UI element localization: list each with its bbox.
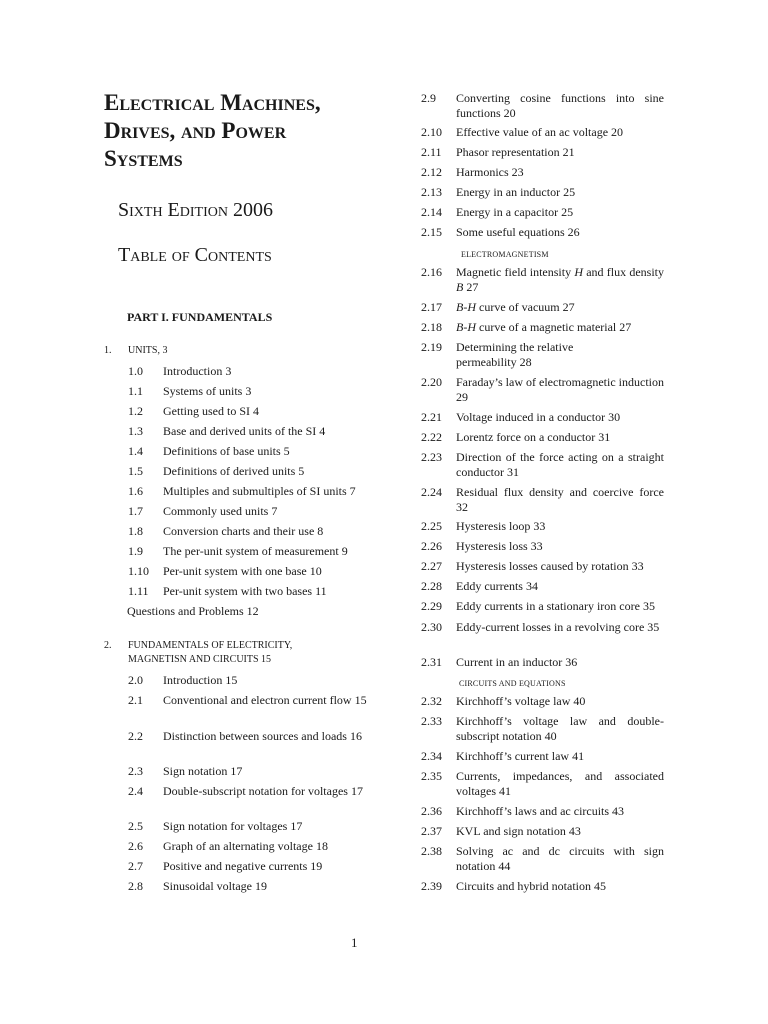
section-heading-electromagnetism: ELECTROMAGNETISM [461, 250, 549, 259]
book-title-line-3: Systems [104, 146, 183, 171]
chapter-title-line-2: MAGNETISN AND CIRCUITS 15 [128, 654, 272, 665]
book-title-line-1: Electrical Machines, [104, 90, 321, 115]
section-heading-circuits: CIRCUITS AND EQUATIONS [459, 679, 566, 688]
toc-heading: Table of Contents [118, 244, 272, 266]
page-number: 1 [351, 935, 358, 950]
questions-and-problems: Questions and Problems 12 [127, 604, 259, 618]
chapter-title: UNITS, 3 [128, 345, 168, 356]
edition-label: Sixth Edition 2006 [118, 199, 273, 221]
chapter-number: 2. [104, 640, 112, 651]
chapter-title-line-1: FUNDAMENTALS OF ELECTRICITY, [128, 640, 293, 651]
part-heading: PART I. FUNDAMENTALS [127, 310, 273, 324]
book-title-line-2: Drives, and Power [104, 118, 287, 143]
book-title [104, 89, 404, 173]
toc-page: Electrical Machines, Drives, and Power Systems Sixth Edition 2006 Table of Contents PART I. FUNDAMENTALS 1. UNITS, 3 1.0 Introduction 3 1.1 Systems of units 3 1.2 Getting used to SI 4 1.3 Base and derived units of the SI 4 1.4 Definitions of base units 5 1.5 Definitions of derived units 5 1.6 Multiples and submultiples of SI units 7 1.7 Commonly used units 7 1.8 Conversion charts and their use 8 1.9 The per-unit system of measurement 9 1.10 Per-unit system with one base 10 1.11 Per-unit system with two bases 11 Questions and Problems 12 2. FUNDAMENTALS OF ELECTRICITY, MAGNETISN AND CIRCUITS 15 2.0 Introduction 15 2.1 Conventional and electron current flow 15 2.2 Distinction between sources and loads 16 2.3 Sign notation 17 2.4 Double-subscript notation for voltages 17 2.5 Sign notation for voltages 17 2.6 Graph of an alternating voltage 18 2.7 Positive and negative currents 19 2.8 Sinusoidal voltage 19 2.9 Converting cosine functions into sine functions 20 2.10 Effective value of an ac voltage 20 2.11 Phasor representation 21 2.12 Harmonics 23 2.13 Energy in an inductor 25 2.14 Energy in a capacitor 25 2.15 Some useful equations 26 ELECTROMAGNETISM 2.16 Magnetic field intensity H and flux density B 27 2.17 B-H curve of vacuum 27 2.18 B-H curve of a magnetic material 27 2.19 Determining the relative permeability 28 2.20 Faraday’s law of electromagnetic induction 29 2.21 Voltage induced in a conductor 30 2.22 Lorentz force on a conductor 31 2.23 Direction of the force acting on a straight conductor 31 2.24 Residual flux density and coercive force 32 2.25 Hysteresis loop 33 2.26 Hysteresis loss 33 2.27 Hysteresis losses caused by rotation 33 2.28 Eddy currents 34 2.29 Eddy currents in a stationary iron core 35 2.30 Eddy-current losses in a revolving core 35 2.31 Current in an inductor 36 CIRCUITS AND EQUATIONS 2.32 Kirchhoff’s voltage law 40 2.33 Kirchhoff’s voltage law and double-subscript notation 40 2.34 Kirchhoff’s current law 41 2.35 Currents, impedances, and associated voltages 41 2.36 Kirchhoff’s laws and ac circuits 43 2.37 KVL and sign notation 43 2.38 Solving ac and dc circuits with sign notation 44 2.39 Circuits and hybrid notation 45 1 [104, 90, 664, 950]
chapter-number: 1. [104, 345, 112, 356]
